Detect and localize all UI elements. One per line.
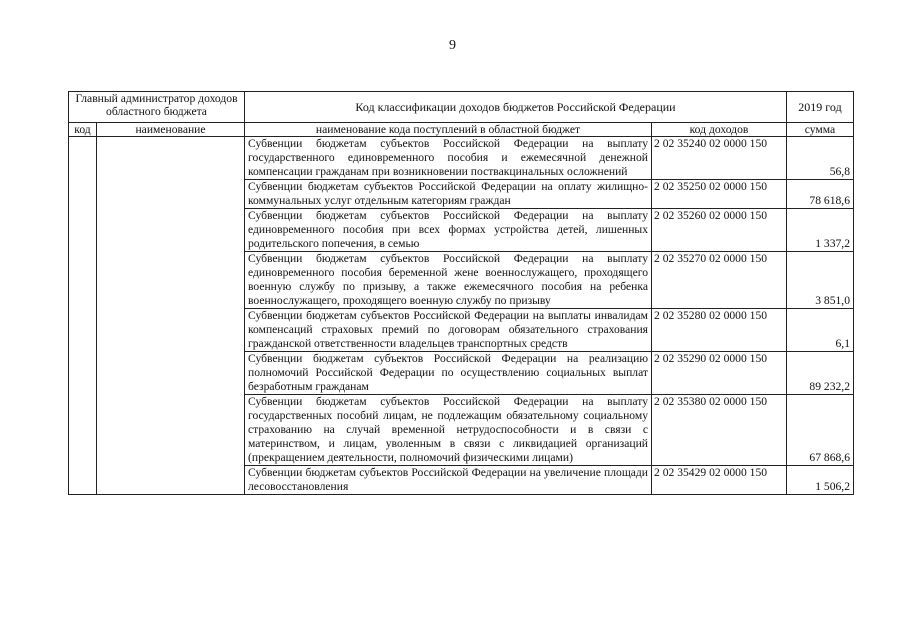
row-income-code: 2 02 35280 02 0000 150 <box>652 309 787 352</box>
row-sum: 56,8 <box>787 137 854 180</box>
row-description: Субвенции бюджетам субъектов Российской Федерации на выплату единовременного пособия при всех формах устройства детей, лишенных родительского попечения, в семью <box>245 209 652 252</box>
header-col-income-name: наименование кода поступлений в областной бюджет <box>245 123 652 137</box>
row-sum: 1 506,2 <box>787 466 854 495</box>
header-col-name: наименование <box>97 123 245 137</box>
row-sum: 1 337,2 <box>787 209 854 252</box>
row-sum: 78 618,6 <box>787 180 854 209</box>
header-col-code: код <box>69 123 97 137</box>
header-col-sum: сумма <box>787 123 854 137</box>
row-sum: 67 868,6 <box>787 395 854 466</box>
row-sum: 3 851,0 <box>787 252 854 309</box>
admin-code-cell <box>69 137 97 495</box>
header-col-income-code: код доходов <box>652 123 787 137</box>
row-description: Субвенции бюджетам субъектов Российской Федерации на выплату государственного единовременного пособия и ежемесячной денежной компенсации гражданам при возникновении поствакцинальных осложнений <box>245 137 652 180</box>
row-income-code: 2 02 35240 02 0000 150 <box>652 137 787 180</box>
row-description: Субвенции бюджетам субъектов Российской Федерации на выплаты инвалидам компенсаций страховых премий по договорам обязательного страхования гражданской ответственности владельцев транспортных средств <box>245 309 652 352</box>
header-classification-group: Код классификации доходов бюджетов Российской Федерации <box>245 92 787 123</box>
row-description: Субвенции бюджетам субъектов Российской Федерации на выплату государственных пособий лицам, не подлежащим обязательному социальному страхованию на случай временной нетрудоспособности и в связи с материнством, и лицам, уволенным в связи с ликвидацией организаций (прекращением деятельности, полномочий физическими лицами) <box>245 395 652 466</box>
row-income-code: 2 02 35270 02 0000 150 <box>652 252 787 309</box>
row-income-code: 2 02 35250 02 0000 150 <box>652 180 787 209</box>
row-income-code: 2 02 35290 02 0000 150 <box>652 352 787 395</box>
header-year: 2019 год <box>787 92 854 123</box>
admin-name-cell <box>97 137 245 495</box>
row-income-code: 2 02 35260 02 0000 150 <box>652 209 787 252</box>
row-description: Субвенции бюджетам субъектов Российской Федерации на оплату жилищно-коммунальных услуг отдельным категориям граждан <box>245 180 652 209</box>
income-classification-table <box>68 91 854 495</box>
row-description: Субвенции бюджетам субъектов Российской Федерации на увеличение площади лесовосстановления <box>245 466 652 495</box>
row-income-code: 2 02 35380 02 0000 150 <box>652 395 787 466</box>
row-description: Субвенции бюджетам субъектов Российской Федерации на выплату единовременного пособия беременной жене военнослужащего, проходящего военную службу по призыву, а также ежемесячного пособия на ребенка военнослужащего, проходящего военную службу по призыву <box>245 252 652 309</box>
header-admin-group: Главный администратор доходов областного бюджета <box>69 92 245 123</box>
row-income-code: 2 02 35429 02 0000 150 <box>652 466 787 495</box>
row-description: Субвенции бюджетам субъектов Российской Федерации на реализацию полномочий Российской Федерации по осуществлению социальных выплат безработным гражданам <box>245 352 652 395</box>
table-row <box>69 137 854 180</box>
row-sum: 89 232,2 <box>787 352 854 395</box>
page-number: 9 <box>449 38 456 53</box>
row-sum: 6,1 <box>787 309 854 352</box>
